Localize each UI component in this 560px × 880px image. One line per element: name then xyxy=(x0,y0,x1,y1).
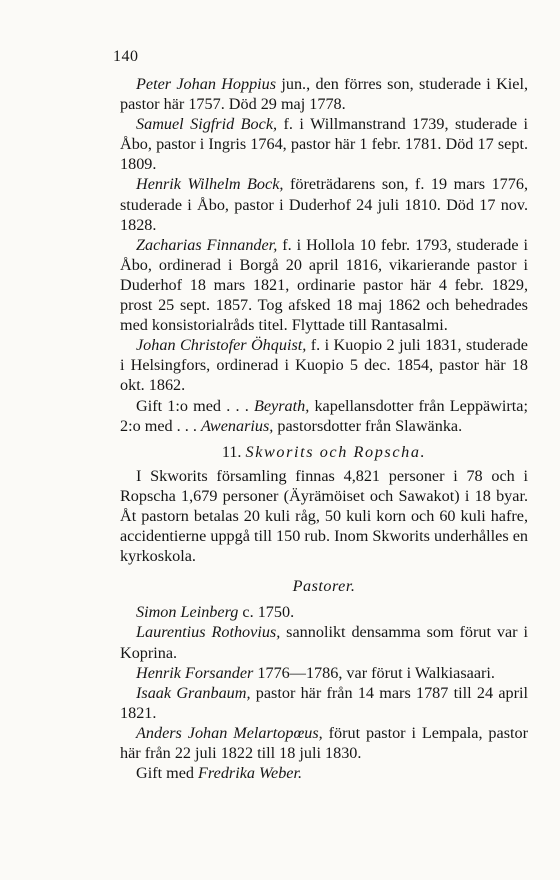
entry-name: Samuel Sigfrid Bock, xyxy=(136,115,278,134)
marriage-note-final xyxy=(120,763,528,783)
entry-name: Isaak Granbaum, xyxy=(136,683,251,702)
entry-name: Anders Johan Melartopœus, xyxy=(136,723,323,742)
entry-text: f. i Hollola 10 febr. 1793, studerade i Åbo, ordinerad i Borgå 20 april 1816, vikarierande pastor i Duderhof 18 mars 1821, ordinarie pastor här 4 febr. 1829, prost 25 sept. 1857. Tog afsked 18 maj 1862 och behedrades med konsistorialråds titel. Flyttade till Rantasalmi. xyxy=(120,235,528,335)
entry-text: jun., den förres son, studerade i Kiel, pastor här 1757. Död 29 maj 1778. xyxy=(120,75,529,114)
pastor-entry-1 xyxy=(120,622,528,662)
entry-name: Simon Leinberg xyxy=(136,603,239,622)
section-heading xyxy=(120,442,528,462)
spouse-name: Fredrika Weber. xyxy=(198,764,303,783)
spouse-name: Beyrath, xyxy=(253,396,310,415)
entry-text: c. 1750. xyxy=(238,603,295,622)
page-text xyxy=(120,74,528,783)
gift-mid: kapellansdotter från Leppäwirta; 2:o med . . . xyxy=(120,396,528,435)
pastor-entry-2 xyxy=(120,663,528,683)
marriage-note xyxy=(120,396,528,436)
entry-name: Zacharias Finnander, xyxy=(136,235,278,254)
entry-0 xyxy=(120,74,528,114)
gift-pre: Gift 1:o med . . . xyxy=(136,396,254,415)
entry-4 xyxy=(120,335,528,395)
page-number: 140 xyxy=(113,48,139,65)
entry-text: förut pastor i Lempala, pastor här från 22 juli 1822 till 18 juli 1830. xyxy=(120,723,528,762)
entry-name: Henrik Forsander xyxy=(136,663,254,682)
entry-text: företrädarens son, f. 19 mars 1776, studerade i Åbo, pastor i Duderhof 24 juli 1810. Död 17 nov. 1828. xyxy=(120,175,528,234)
entry-name: Laurentius Rothovius, xyxy=(136,623,281,642)
section-paragraph: I Skworits församling finnas 4,821 personer i 78 och i Ropscha 1,679 personer (Äyrämöiset och Sawakot) i 18 byar. Åt pastorn betalas 20 kuli råg, 50 kuli korn och 60 kuli hafre, accidentierne uppgå till 150 rub. Inom Skworits underhålles en kyrkoskola. xyxy=(120,466,528,566)
pastor-entry-4 xyxy=(120,723,528,763)
entry-3 xyxy=(120,235,528,335)
section-number: 11. xyxy=(221,442,242,461)
entry-1 xyxy=(120,114,528,174)
entry-text: pastor här från 14 mars 1787 till 24 april 1821. xyxy=(120,683,528,722)
pastorer-heading: Pastorer. xyxy=(292,577,356,596)
entry-text: f. i Kuopio 2 juli 1831, studerade i Helsingfors, ordinerad i Kuopio 5 dec. 1854, pastor här 18 okt. 1862. xyxy=(120,336,528,395)
gift-post: pastorsdotter från Slawänka. xyxy=(273,416,463,435)
section-title: Skworits och Ropscha. xyxy=(245,442,427,461)
pastor-entry-3 xyxy=(120,683,528,723)
pastor-entry-0 xyxy=(120,602,528,622)
entry-name: Peter Johan Hoppius xyxy=(136,75,277,93)
entry-name: Henrik Wilhelm Bock, xyxy=(136,175,284,194)
entry-name: Johan Christofer Öhquist, xyxy=(136,336,307,355)
entry-2 xyxy=(120,174,528,234)
entry-text: f. i Willmanstrand 1739, studerade i Åbo, pastor i Ingris 1764, pastor här 1 febr. 1781. Död 17 sept. 1809. xyxy=(120,115,528,174)
spouse-name: Awenarius, xyxy=(200,416,274,435)
gift-pre: Gift med xyxy=(136,764,199,783)
entry-text: 1776—1786, var förut i Walkiasaari. xyxy=(253,663,495,682)
entry-text: sannolikt densamma som förut var i Koprina. xyxy=(120,623,528,662)
